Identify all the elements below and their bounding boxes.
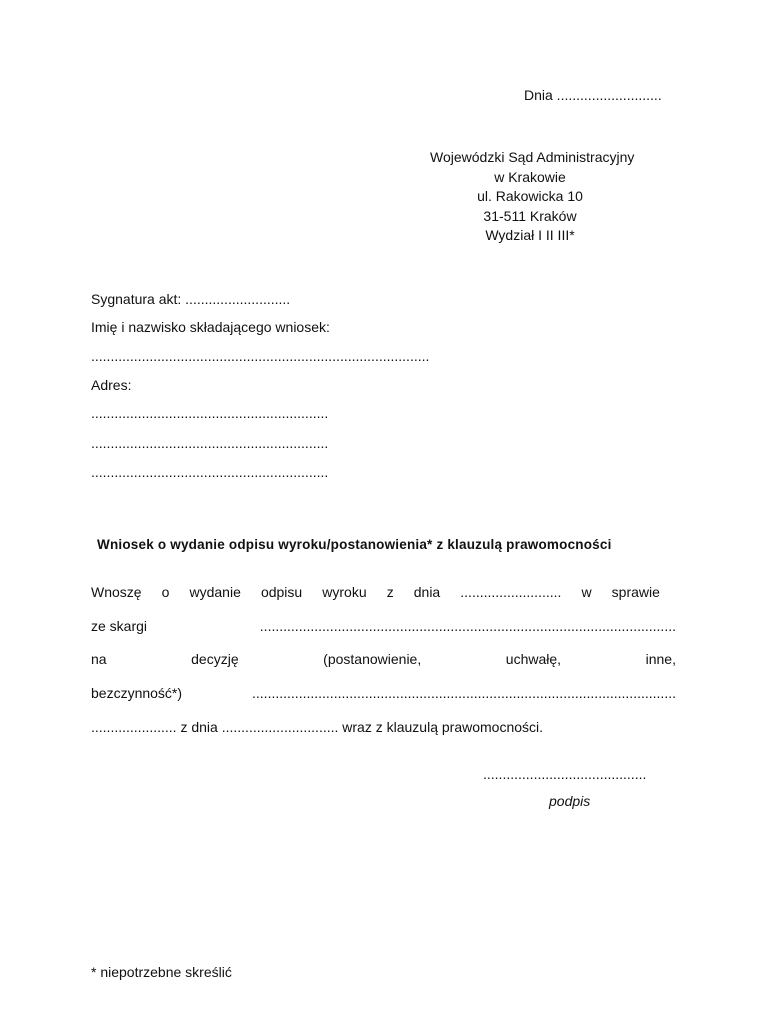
- complaint-label: ze skargi: [91, 618, 148, 634]
- body-word: o: [161, 584, 170, 600]
- body-word: decyzję: [191, 651, 239, 667]
- body-word: wydanie: [189, 584, 241, 600]
- body-row-4: [91, 684, 676, 702]
- address-dots-1: .............................................................: [91, 405, 329, 421]
- case-signature-line: Sygnatura akt: ...........................: [91, 291, 291, 307]
- address-dots-3: .............................................................: [91, 464, 329, 480]
- body-word: inne,: [645, 651, 676, 667]
- body-word: dnia: [413, 584, 441, 600]
- signature-label: podpis: [549, 793, 591, 809]
- court-street: ul. Rakowicka 10: [477, 188, 583, 204]
- body-word: Wnoszę: [91, 584, 142, 600]
- signature-dots: ..........................................: [483, 766, 647, 782]
- body-word: na: [91, 651, 107, 667]
- applicant-name-dots: .......................................................................................: [91, 348, 430, 364]
- document-title: Wniosek o wydanie odpisu wyroku/postanowienia* z klauzulą prawomocności: [97, 537, 612, 552]
- inactivity-dots: .............................................................................................................: [252, 685, 676, 701]
- body-word: w: [581, 584, 592, 600]
- footnote: * niepotrzebne skreślić: [91, 964, 232, 980]
- body-row-5: ...................... z dnia .............................. wraz z klauzulą prawomocności.: [91, 719, 544, 735]
- court-division: Wydział I II III*: [485, 227, 575, 243]
- body-row-3: [91, 650, 676, 668]
- date-dots: ..........................: [460, 584, 562, 600]
- court-address-block: [430, 148, 635, 246]
- body-word: odpisu: [260, 584, 303, 600]
- body-word: uchwałę,: [505, 651, 562, 667]
- court-postal: 31-511 Kraków: [483, 207, 577, 224]
- court-city: w Krakowie: [494, 168, 566, 185]
- body-word: (postanowienie,: [323, 651, 422, 667]
- body-row-1: [91, 583, 676, 601]
- body-word: wyroku: [322, 584, 367, 600]
- address-label: Adres:: [91, 377, 132, 393]
- body-word: sprawie: [611, 584, 660, 600]
- body-word: z: [386, 584, 394, 600]
- applicant-name-label: Imię i nazwisko składającego wniosek:: [91, 319, 330, 335]
- court-name: Wojewódzki Sąd Administracyjny: [430, 149, 635, 165]
- inactivity-label: bezczynność*): [91, 685, 183, 701]
- body-row-2: [91, 617, 676, 635]
- date-line: Dnia ...........................: [524, 87, 662, 103]
- address-dots-2: .............................................................: [91, 435, 329, 451]
- complaint-dots: ...........................................................................................................: [259, 618, 676, 634]
